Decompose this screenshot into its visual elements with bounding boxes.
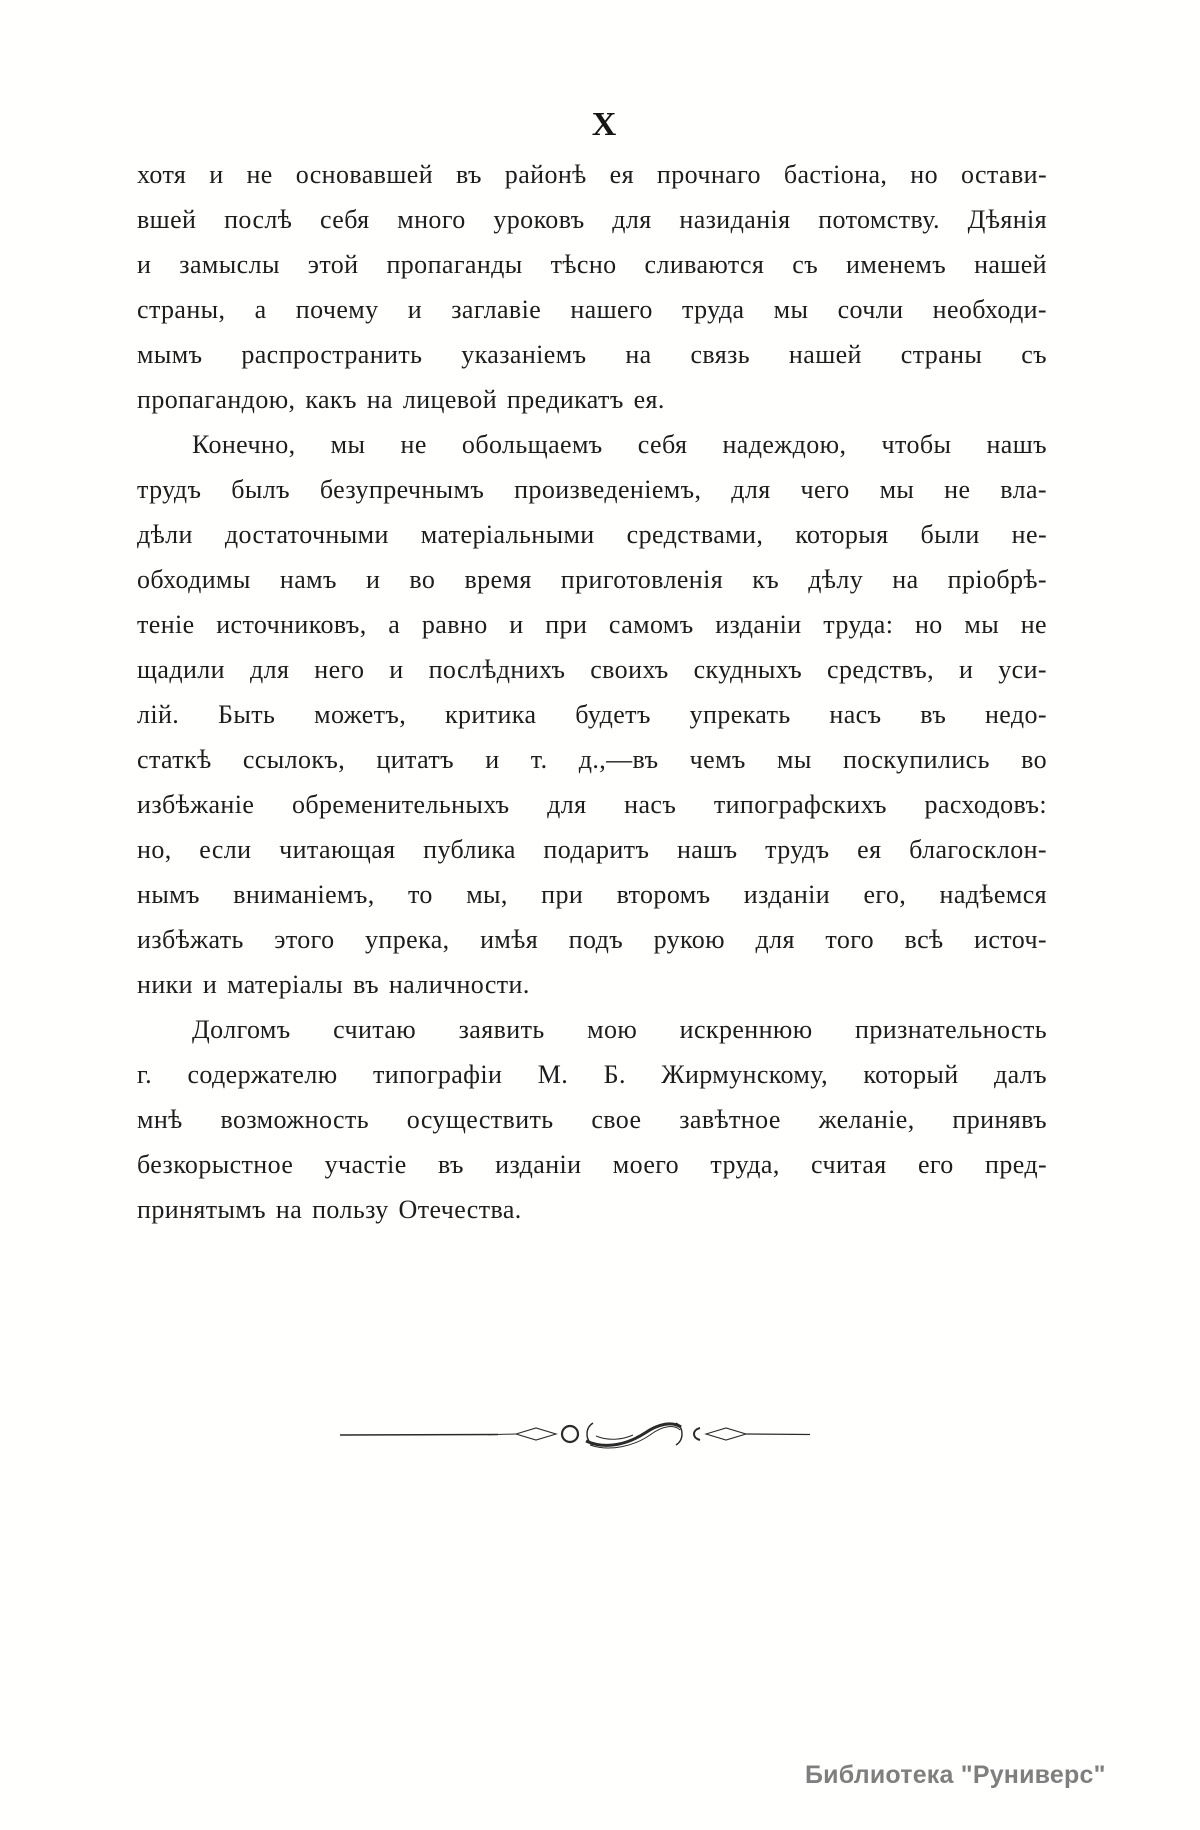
watermark-runivers: Библиотека "Руниверс" <box>805 1761 1106 1789</box>
page-number: X <box>591 106 618 143</box>
text-line: пропагандою, какъ на лицевой предикатъ ея. <box>137 385 665 414</box>
text-line: теніе источниковъ, а равно и при самомъ изданіи труда: но мы не <box>137 610 1047 639</box>
text-line: обходимы намъ и во время приготовленія къ дѣлу на пріобрѣ- <box>137 565 1047 594</box>
text-line: трудъ былъ безупречнымъ произведеніемъ, для чего мы не вла- <box>137 475 1047 504</box>
body-text <box>137 152 1047 1232</box>
text-line: нымъ вниманіемъ, то мы, при второмъ изданіи его, надѣемся <box>137 880 1047 909</box>
text-line: и замыслы этой пропаганды тѣсно сливаются съ именемъ нашей <box>137 250 1047 279</box>
text-line: Долгомъ считаю заявить мою искреннюю признательность <box>192 1015 1047 1044</box>
text-line: хотя и не основавшей въ районѣ ея прочнаго бастіона, но остави- <box>137 160 1047 189</box>
text-line: дѣли достаточными матеріальными средствами, которыя были не- <box>137 520 1047 549</box>
text-line: мнѣ возможность осуществить свое завѣтное желаніе, принявъ <box>137 1105 1047 1134</box>
text-line: щадили для него и послѣднихъ своихъ скудныхъ средствъ, и уси- <box>137 655 1047 684</box>
text-line: вшей послѣ себя много уроковъ для назиданія потомству. Дѣянія <box>137 205 1047 234</box>
divider-flourish-ornament <box>338 1414 812 1454</box>
text-line: статкѣ ссылокъ, цитатъ и т. д.,—въ чемъ мы поскупились во <box>137 745 1047 774</box>
text-line: г. содержателю типографіи М. Б. Жирмунскому, который далъ <box>137 1060 1047 1089</box>
text-line: лій. Быть можетъ, критика будетъ упрекать насъ въ недо- <box>137 700 1047 729</box>
text-line: но, если читающая публика подаритъ нашъ трудъ ея благосклон- <box>137 835 1047 864</box>
text-line: избѣжаніе обременительныхъ для насъ типографскихъ расходовъ: <box>137 790 1047 819</box>
text-line: безкорыстное участіе въ изданіи моего труда, считая его пред- <box>137 1150 1047 1179</box>
text-line: ники и матеріалы въ наличности. <box>137 970 530 999</box>
text-line: страны, а почему и заглавіе нашего труда мы сочли необходи- <box>137 295 1047 324</box>
text-line: Конечно, мы не обольщаемъ себя надеждою, чтобы нашъ <box>192 430 1047 459</box>
text-line: избѣжать этого упрека, имѣя подъ рукою для того всѣ источ- <box>137 925 1047 954</box>
text-line: мымъ распространить указаніемъ на связь нашей страны съ <box>137 340 1047 369</box>
text-line: принятымъ на пользу Отечества. <box>137 1195 522 1224</box>
